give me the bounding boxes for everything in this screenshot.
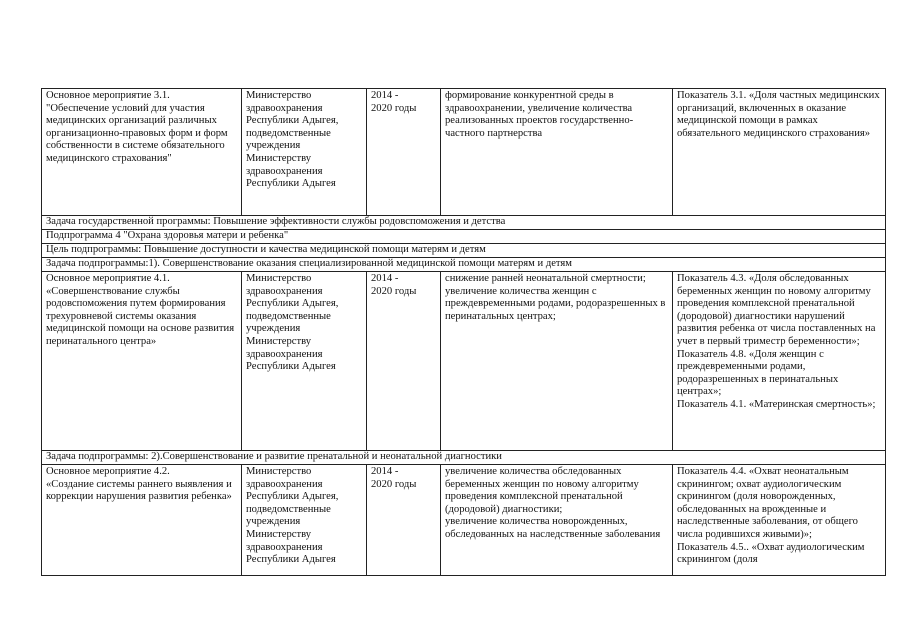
- indicator-cell: Показатель 3.1. «Доля частных медицинских организаций, включенных в оказание медицинской помощи в рамках обязательного медицинского страхования»: [673, 89, 886, 216]
- result-cell: увеличение количества обследованных беременных женщин по новому алгоритму проведения комплексной пренатальной (дородовой) диагностики; увеличение количества новорожденных, обследованных на наследственные заболевания: [441, 465, 673, 576]
- period-cell: 2014 - 2020 годы: [367, 465, 441, 576]
- indicator-cell: Показатель 4.4. «Охват неонатальным скринингом; охват аудиологическим скринингом (доля новорожденных, обследованных на врожденные и наследственные заболевания, от общего числа родившихся живыми)»; Показатель 4.5.. «Охват аудиологическим скринингом (доля: [673, 465, 886, 576]
- state-task-heading: Задача государственной программы: Повышение эффективности службы родовспоможения и детства: [42, 216, 886, 230]
- event-cell: Основное мероприятие 4.2. «Создание системы раннего выявления и коррекции нарушения развития ребенка»: [42, 465, 242, 576]
- period-cell: 2014 - 2020 годы: [367, 89, 441, 216]
- result-cell: формирование конкурентной среды в здравоохранении, увеличение количества реализованных проектов государственно-частного партнерства: [441, 89, 673, 216]
- section-row: [42, 258, 886, 272]
- section-row: [42, 216, 886, 230]
- table-row: [42, 465, 886, 576]
- result-cell: снижение ранней неонатальной смертности; увеличение количества женщин с преждевременными родами, родоразрешенных в перинатальных центрах;: [441, 272, 673, 451]
- program-table: [41, 88, 886, 576]
- section-row: [42, 451, 886, 465]
- subprogram-task-1-heading: Задача подпрограммы:1). Совершенствование оказания специализированной медицинской помощи матерям и детям: [42, 258, 886, 272]
- subprogram-task-2-heading: Задача подпрограммы: 2).Совершенствование и развитие пренатальной и неонатальной диагностики: [42, 451, 886, 465]
- section-row: [42, 244, 886, 258]
- period-cell: 2014 - 2020 годы: [367, 272, 441, 451]
- executor-cell: Министерство здравоохранения Республики Адыгея, подведомственные учреждения Министерству здравоохранения Республики Адыгея: [242, 465, 367, 576]
- subprogram-goal-heading: Цель подпрограммы: Повышение доступности и качества медицинской помощи матерям и детям: [42, 244, 886, 258]
- executor-cell: Министерство здравоохранения Республики Адыгея, подведомственные учреждения Министерству здравоохранения Республики Адыгея: [242, 272, 367, 451]
- event-cell: Основное мероприятие 4.1. «Совершенствование службы родовспоможения путем формирования трехуровневой системы оказания медицинской помощи на основе развития перинатального центра»: [42, 272, 242, 451]
- section-row: [42, 230, 886, 244]
- event-cell: Основное мероприятие 3.1. "Обеспечение условий для участия медицинских организаций различных организационно-правовых форм и форм собственности в системе обязательного медицинского страхования": [42, 89, 242, 216]
- table-row: [42, 89, 886, 216]
- indicator-cell: Показатель 4.3. «Доля обследованных беременных женщин по новому алгоритму проведения комплексной пренатальной (дородовой) диагностики нарушений развития ребенка от числа поставленных на учет в первый триместр беременности»; Показатель 4.8. «Доля женщин с преждевременными родами, родоразрешенных в перинатальных центрах»; Показатель 4.1. «Материнская смертность»;: [673, 272, 886, 451]
- table-row: [42, 272, 886, 451]
- subprogram-heading: Подпрограмма 4 "Охрана здоровья матери и ребенка": [42, 230, 886, 244]
- executor-cell: Министерство здравоохранения Республики Адыгея, подведомственные учреждения Министерству здравоохранения Республики Адыгея: [242, 89, 367, 216]
